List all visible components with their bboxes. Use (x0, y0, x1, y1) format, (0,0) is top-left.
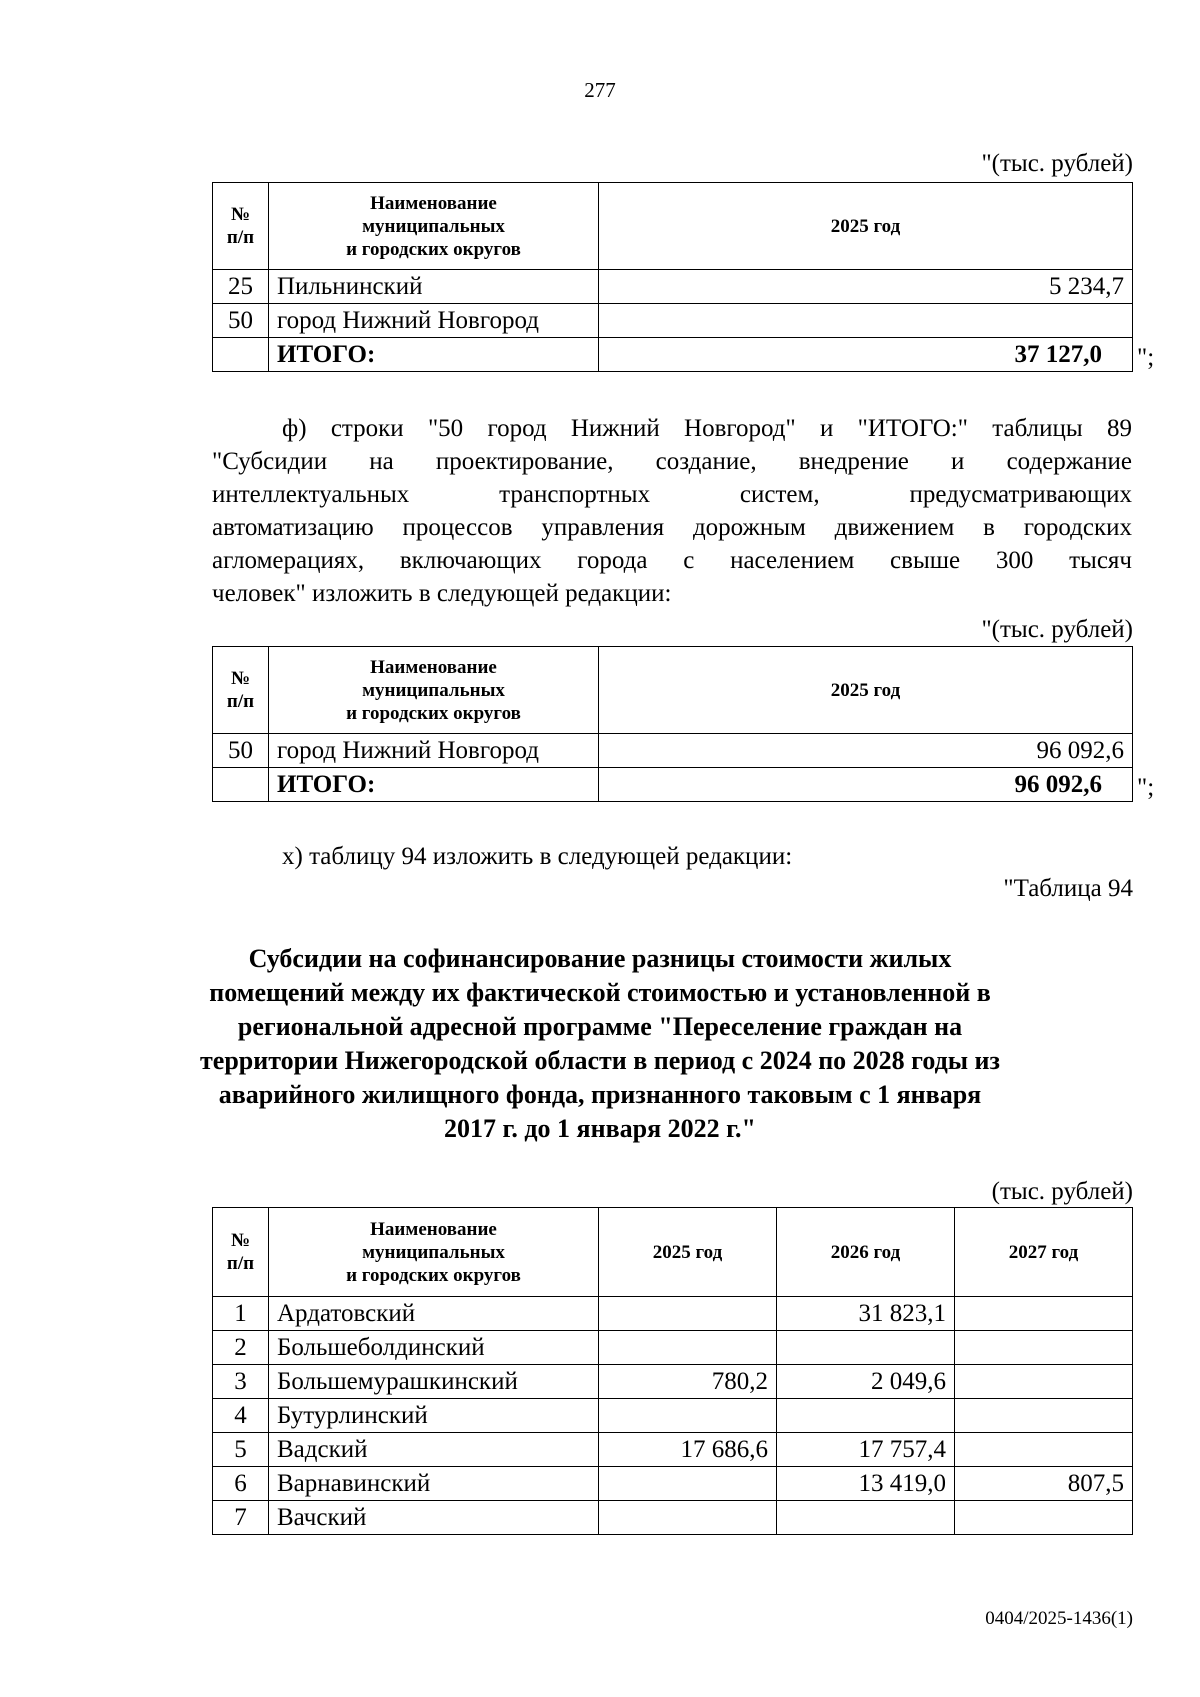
row-2025 (599, 304, 1133, 338)
table-row (213, 270, 1133, 304)
row-num: 3 (213, 1365, 269, 1399)
row-2025 (599, 1501, 777, 1535)
header-name: Наименование муниципальных и городских округов (269, 1208, 599, 1297)
table-1 (212, 182, 1133, 372)
row-name: Ардатовский (269, 1297, 599, 1331)
row-name: Варнавинский (269, 1467, 599, 1501)
row-name: Вадский (269, 1433, 599, 1467)
header-2026: 2026 год (777, 1208, 955, 1297)
row-num (213, 338, 269, 372)
row-2025: 5 234,7 (599, 270, 1133, 304)
table-2 (212, 646, 1133, 802)
row-num: 6 (213, 1467, 269, 1501)
row-2025 (599, 1331, 777, 1365)
table-header-row (213, 647, 1133, 734)
table-row (213, 1467, 1133, 1501)
row-name: Бутурлинский (269, 1399, 599, 1433)
row-num: 2 (213, 1331, 269, 1365)
row-2026 (777, 1331, 955, 1365)
row-name: город Нижний Новгород (269, 734, 599, 768)
unit-label-1: "(тыс. рублей) (981, 150, 1133, 177)
total-2025: 96 092,6 (599, 768, 1133, 802)
table-row (213, 734, 1133, 768)
table-row (213, 1501, 1133, 1535)
row-num: 7 (213, 1501, 269, 1535)
row-2027 (955, 1365, 1133, 1399)
table-row (213, 1365, 1133, 1399)
table-row (213, 1399, 1133, 1433)
row-2026: 31 823,1 (777, 1297, 955, 1331)
row-2027 (955, 1399, 1133, 1433)
row-num (213, 768, 269, 802)
row-name: Пильнинский (269, 270, 599, 304)
row-2025 (599, 1297, 777, 1331)
paragraph-f: ф) строки "50 город Нижний Новгород" и "ИТОГО:" таблицы 89 "Субсидии на проектирование, создание, внедрение и содержание интеллектуальных транспортных систем, предусматривающих автоматизацию процессов управления дорожным движением в городских агломерациях, включающих города с населением свыше 300 тысяч человек" изложить в следующей редакции: (212, 415, 1132, 607)
row-num: 5 (213, 1433, 269, 1467)
total-2025: 37 127,0 (599, 338, 1133, 372)
row-2027: 807,5 (955, 1467, 1133, 1501)
total-label: ИТОГО: (269, 768, 599, 802)
row-2025: 96 092,6 (599, 734, 1133, 768)
total-row (213, 768, 1133, 802)
row-2027 (955, 1297, 1133, 1331)
header-num: № п/п (213, 183, 269, 270)
table-94-label: "Таблица 94 (1003, 875, 1133, 902)
unit-label-3: (тыс. рублей) (991, 1178, 1133, 1205)
table-94 (212, 1207, 1133, 1535)
header-num: № п/п (213, 1208, 269, 1297)
table-row (213, 304, 1133, 338)
closing-quote-2: "; (1137, 774, 1155, 801)
header-2027: 2027 год (955, 1208, 1133, 1297)
row-2025: 17 686,6 (599, 1433, 777, 1467)
table-header-row (213, 183, 1133, 270)
table-row (213, 1331, 1133, 1365)
row-num: 50 (213, 734, 269, 768)
row-2027 (955, 1433, 1133, 1467)
row-num: 4 (213, 1399, 269, 1433)
header-name: Наименование муниципальных и городских округов (269, 183, 599, 270)
row-name: Вачский (269, 1501, 599, 1535)
header-2025: 2025 год (599, 183, 1133, 270)
table-94-heading: Субсидии на софинансирование разницы стоимости жилых помещений между их фактической стоимостью и установленной в региональной адресной программе "Переселение граждан на территории Нижегородской области в период с 2024 по 2028 годы из аварийного жилищного фонда, признанного таковым с 1 января 2017 г. до 1 января 2022 г." (200, 944, 1000, 1143)
row-num: 25 (213, 270, 269, 304)
row-num: 50 (213, 304, 269, 338)
closing-quote-1: "; (1137, 344, 1155, 371)
row-2026: 17 757,4 (777, 1433, 955, 1467)
row-2027 (955, 1331, 1133, 1365)
header-name: Наименование муниципальных и городских округов (269, 647, 599, 734)
row-2026: 2 049,6 (777, 1365, 955, 1399)
row-2027 (955, 1501, 1133, 1535)
document-code: 0404/2025-1436(1) (985, 1608, 1133, 1629)
header-2025: 2025 год (599, 647, 1133, 734)
row-name: город Нижний Новгород (269, 304, 599, 338)
row-2025 (599, 1399, 777, 1433)
row-2026: 13 419,0 (777, 1467, 955, 1501)
total-label: ИТОГО: (269, 338, 599, 372)
row-2025: 780,2 (599, 1365, 777, 1399)
row-2026 (777, 1399, 955, 1433)
header-2025: 2025 год (599, 1208, 777, 1297)
unit-label-2: "(тыс. рублей) (981, 616, 1133, 643)
page-number: 277 (584, 78, 616, 102)
table-row (213, 1433, 1133, 1467)
header-num: № п/п (213, 647, 269, 734)
table-row (213, 1297, 1133, 1331)
row-2026 (777, 1501, 955, 1535)
row-num: 1 (213, 1297, 269, 1331)
row-name: Большеболдинский (269, 1331, 599, 1365)
row-name: Большемурашкинский (269, 1365, 599, 1399)
table-header-row (213, 1208, 1133, 1297)
paragraph-h: х) таблицу 94 изложить в следующей редакции: (282, 843, 793, 870)
total-row (213, 338, 1133, 372)
row-2025 (599, 1467, 777, 1501)
